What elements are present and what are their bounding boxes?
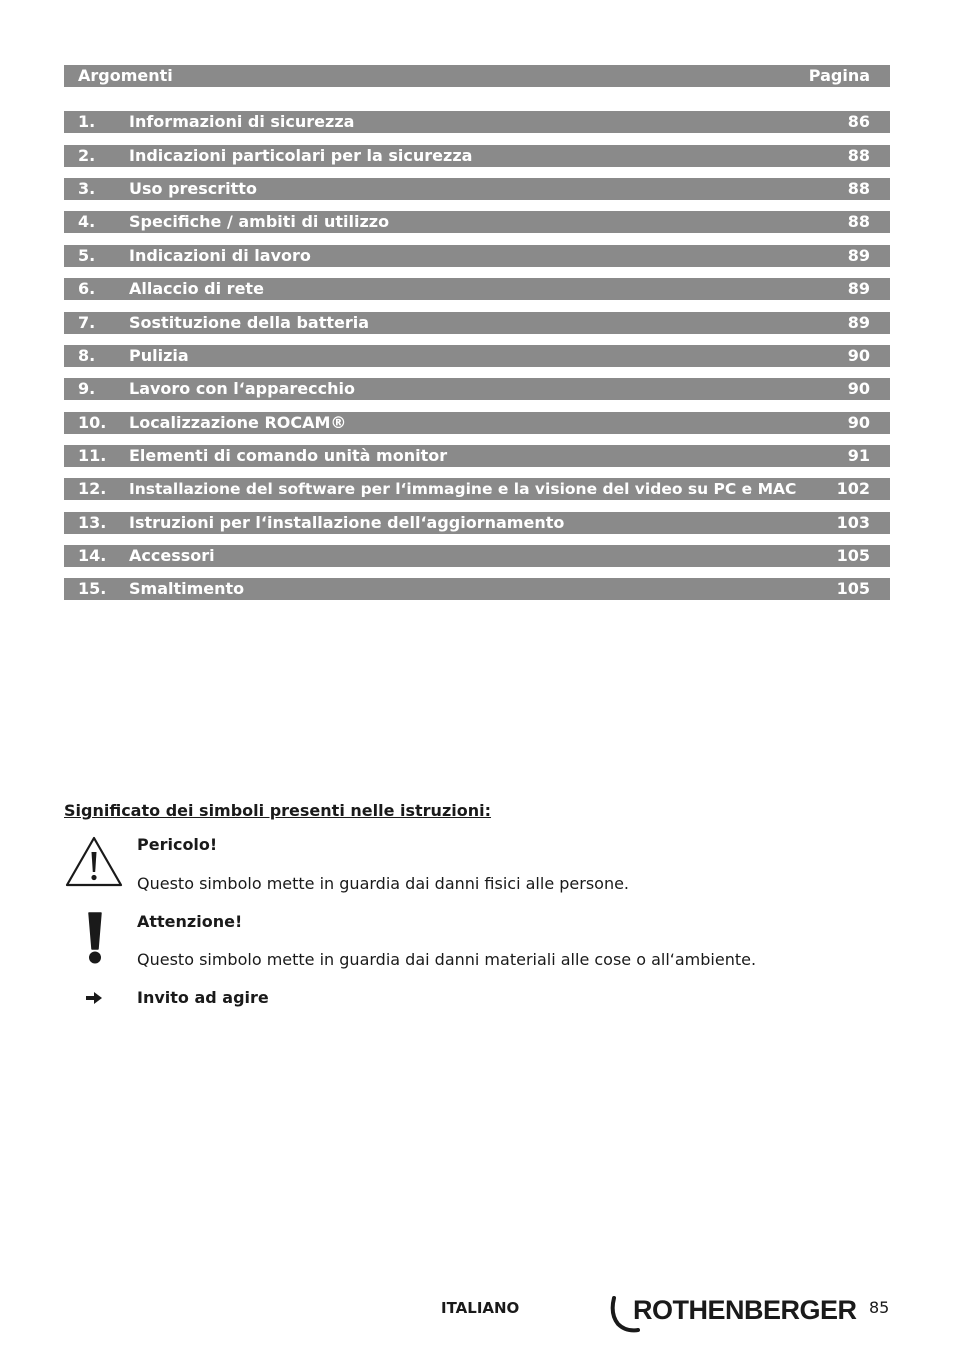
toc-row-page: 90 [847, 346, 870, 365]
exclamation-icon [84, 911, 144, 969]
toc-row-page: 86 [847, 112, 870, 131]
toc-row-page: 88 [847, 212, 870, 231]
toc-row[interactable] [64, 211, 890, 233]
toc-row-page: 90 [847, 379, 870, 398]
toc-row-title: Sostituzione della batteria [129, 313, 370, 332]
toc-row[interactable] [64, 578, 890, 600]
toc-header-topics: Argomenti [78, 66, 173, 85]
toc-row-page: 88 [847, 146, 870, 165]
toc-row-number: 8. [78, 346, 96, 365]
toc-row-number: 3. [78, 179, 96, 198]
toc-row-page: 88 [847, 179, 870, 198]
toc-row-page: 105 [836, 546, 870, 565]
toc-row-title: Lavoro con l‘apparecchio [129, 379, 355, 398]
toc-row-title: Informazioni di sicurezza [129, 112, 355, 131]
toc-row[interactable] [64, 345, 890, 367]
toc-header [64, 65, 890, 87]
toc-row-title: Pulizia [129, 346, 189, 365]
toc-row-page: 102 [836, 479, 870, 498]
page-number: 85 [869, 1298, 890, 1317]
toc-row-number: 15. [78, 579, 107, 598]
action-label: Invito ad agire [137, 988, 269, 1007]
toc-row-number: 7. [78, 313, 96, 332]
toc-row[interactable] [64, 378, 890, 400]
symbols-heading: Significato dei simboli presenti nelle istruzioni: [64, 801, 492, 820]
brand-logo [608, 1292, 858, 1336]
toc-row-number: 6. [78, 279, 96, 298]
toc-row-number: 1. [78, 112, 96, 131]
arrow-right-icon [85, 990, 145, 1009]
toc-row-title: Elementi di comando unità monitor [129, 446, 448, 465]
toc-row[interactable] [64, 412, 890, 434]
toc-row-title: Localizzazione ROCAM® [129, 413, 347, 432]
toc-row[interactable] [64, 245, 890, 267]
toc-row-number: 10. [78, 413, 107, 432]
toc-row-page: 89 [847, 279, 870, 298]
toc-row[interactable] [64, 512, 890, 534]
toc-row[interactable] [64, 278, 890, 300]
toc-row-title: Smaltimento [129, 579, 245, 598]
toc-header-page: Pagina [808, 66, 870, 85]
toc-row[interactable] [64, 145, 890, 167]
toc-row-title: Installazione del software per l‘immagine e la visione del video su PC e MAC [129, 480, 797, 498]
symbol-caution [64, 911, 890, 971]
toc-row[interactable] [64, 111, 890, 133]
toc-row-number: 5. [78, 246, 96, 265]
toc-row-number: 13. [78, 513, 107, 532]
toc-row-page: 91 [847, 446, 870, 465]
symbol-action [64, 987, 890, 1011]
danger-label: Pericolo! [137, 835, 218, 854]
toc-row-page: 105 [836, 579, 870, 598]
toc-row-number: 11. [78, 446, 107, 465]
danger-description: Questo simbolo mette in guardia dai danni fisici alle persone. [137, 874, 630, 893]
toc-row-title: Indicazioni di lavoro [129, 246, 311, 265]
caution-description: Questo simbolo mette in guardia dai danni materiali alle cose o all‘ambiente. [137, 950, 757, 969]
toc-row-title: Istruzioni per l‘installazione dell‘aggiornamento [129, 513, 565, 532]
toc-row-page: 89 [847, 246, 870, 265]
footer-language: ITALIANO [441, 1299, 520, 1317]
toc-row-title: Uso prescritto [129, 179, 257, 198]
warning-triangle-icon [64, 834, 124, 892]
toc-row[interactable] [64, 545, 890, 567]
toc-row[interactable] [64, 445, 890, 467]
toc-row[interactable] [64, 478, 890, 500]
toc-row-title: Specifiche / ambiti di utilizzo [129, 212, 390, 231]
toc-row[interactable] [64, 312, 890, 334]
toc-row-title: Indicazioni particolari per la sicurezza [129, 146, 473, 165]
symbol-danger [64, 834, 890, 894]
toc-row-title: Accessori [129, 546, 215, 565]
toc-row-page: 90 [847, 413, 870, 432]
brand-name: ROTHENBERGER [633, 1295, 857, 1325]
toc-row-number: 12. [78, 479, 107, 498]
toc-row-number: 2. [78, 146, 96, 165]
toc-row-number: 4. [78, 212, 96, 231]
toc-row-page: 103 [836, 513, 870, 532]
toc-row-page: 89 [847, 313, 870, 332]
toc-row[interactable] [64, 178, 890, 200]
caution-label: Attenzione! [137, 912, 243, 931]
toc-row-title: Allaccio di rete [129, 279, 264, 298]
toc-row-number: 9. [78, 379, 96, 398]
toc-row-number: 14. [78, 546, 107, 565]
